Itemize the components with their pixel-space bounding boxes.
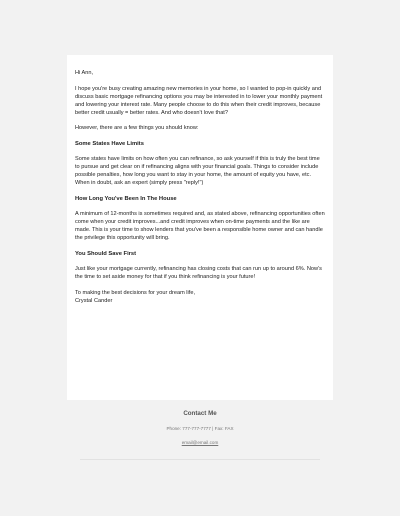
section-body-save-first: Just like your mortgage currently, refinancing has closing costs that can run up to around 6%. Now's the time to set aside money for that if you think refinancing is your future! — [75, 265, 322, 280]
section-heading-save-first: You Should Save First — [75, 250, 137, 257]
intro-paragraph: I hope you're busy creating amazing new memories in your home, so I wanted to pop-in quickly and discuss basic mortgage refinancing options you may be interested in to lower your monthly payment and lowering your interest rate. Many people choose to do this when their credit improves, because better credit usually = better rates. And who doesn't love that? — [75, 85, 323, 116]
footer-divider — [80, 459, 320, 460]
email-body-card — [67, 55, 333, 400]
lead-in-paragraph: However, there are a few things you should know: — [75, 125, 199, 132]
contact-phone-fax: Phone: 777-777-7777 | Fax: FAX — [166, 426, 234, 431]
contact-footer — [67, 400, 333, 460]
section-heading-state-limits: Some States Have Limits — [75, 141, 144, 148]
closing-line: To making the best decisions for your dream life, — [75, 289, 196, 296]
signature: Crystal Cander — [75, 297, 113, 304]
greeting: Hi Ann, — [75, 70, 94, 76]
section-body-state-limits: Some states have limits on how often you can refinance, so ask yourself if this is truly the best time to pursue and get clear on if refinancing aligns with your financial goals. Things to consider include possible penalties, how long you want to stay in your home, the amount of equity you have, etc. When in doubt, ask an expert (simply press "reply!") — [75, 156, 320, 187]
contact-email-link[interactable]: email@email.com — [181, 440, 219, 445]
contact-title: Contact Me — [183, 410, 217, 417]
section-body-time-in-house: A minimum of 12-months is sometimes required and, as stated above, refinancing opportunities often come when your credit improves...and credit improves when on-time payments and the like are made. This is your time to show lenders that you've been a responsible home owner and can handle the privilege this opportunity will bring. — [75, 210, 325, 242]
section-heading-time-in-house: How Long You've Been In The House — [75, 195, 177, 202]
